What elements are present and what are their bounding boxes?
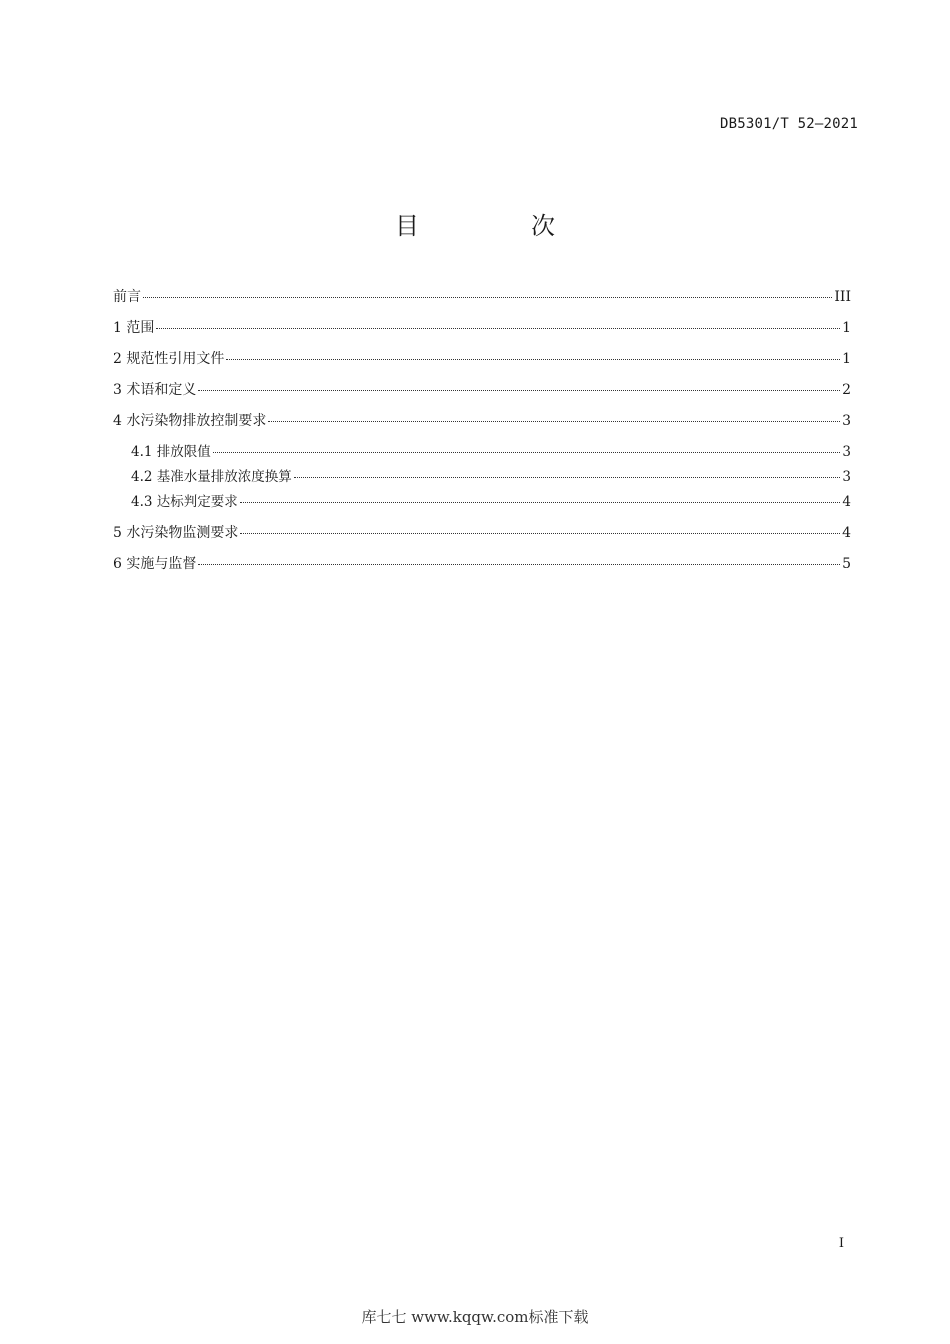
- toc-entry-label: 2 规范性引用文件: [113, 351, 225, 367]
- toc-entry-label: 1 范围: [113, 320, 155, 336]
- table-of-contents: [113, 287, 851, 585]
- toc-entry-label: 4.2 基准水量排放浓度换算: [131, 469, 292, 485]
- toc-entry-label: 6 实施与监督: [113, 556, 197, 572]
- toc-entry-page: 4: [842, 494, 851, 510]
- toc-entry-page: 1: [842, 320, 851, 336]
- toc-leader-dots: [240, 502, 841, 503]
- toc-entry-page: 3: [842, 444, 851, 460]
- toc-entry-monitoring-requirements[interactable]: [113, 523, 851, 543]
- toc-entry-page: III: [834, 289, 851, 305]
- toc-entry-label: 4.1 排放限值: [131, 444, 211, 460]
- toc-entry-foreword[interactable]: [113, 287, 851, 307]
- toc-entry-label: 3 术语和定义: [113, 382, 197, 398]
- toc-entry-normative-references[interactable]: [113, 349, 851, 369]
- toc-entry-label: 4 水污染物排放控制要求: [113, 413, 267, 429]
- toc-entry-discharge-limits[interactable]: [113, 442, 851, 462]
- toc-entry-concentration-conversion[interactable]: [113, 467, 851, 487]
- toc-entry-page: 4: [842, 525, 851, 541]
- footer-watermark: 库七七 www.kqqw.com标准下载: [361, 1308, 589, 1326]
- toc-entry-page: 3: [842, 413, 851, 429]
- toc-leader-dots: [198, 564, 840, 565]
- toc-leader-dots: [213, 452, 841, 453]
- page-title: 目 次: [395, 212, 599, 240]
- toc-entry-label: 4.3 达标判定要求: [131, 494, 238, 510]
- toc-entry-page: 5: [842, 556, 851, 572]
- toc-leader-dots: [143, 297, 832, 298]
- document-code: DB5301/T 52—2021: [719, 116, 858, 132]
- toc-leader-dots: [240, 533, 840, 534]
- toc-leader-dots: [198, 390, 840, 391]
- toc-leader-dots: [268, 421, 840, 422]
- toc-entry-scope[interactable]: [113, 318, 851, 338]
- toc-entry-page: 1: [842, 351, 851, 367]
- toc-entry-implementation-supervision[interactable]: [113, 554, 851, 574]
- toc-leader-dots: [226, 359, 840, 360]
- page-number: I: [838, 1236, 844, 1251]
- toc-leader-dots: [294, 477, 841, 478]
- toc-entry-label: 5 水污染物监测要求: [113, 525, 239, 541]
- toc-entry-compliance-judgment[interactable]: [113, 492, 851, 512]
- toc-entry-discharge-control[interactable]: [113, 411, 851, 431]
- toc-entry-terms-definitions[interactable]: [113, 380, 851, 400]
- toc-leader-dots: [156, 328, 840, 329]
- toc-entry-page: 2: [842, 382, 851, 398]
- toc-entry-page: 3: [842, 469, 851, 485]
- toc-entry-label: 前言: [113, 289, 141, 305]
